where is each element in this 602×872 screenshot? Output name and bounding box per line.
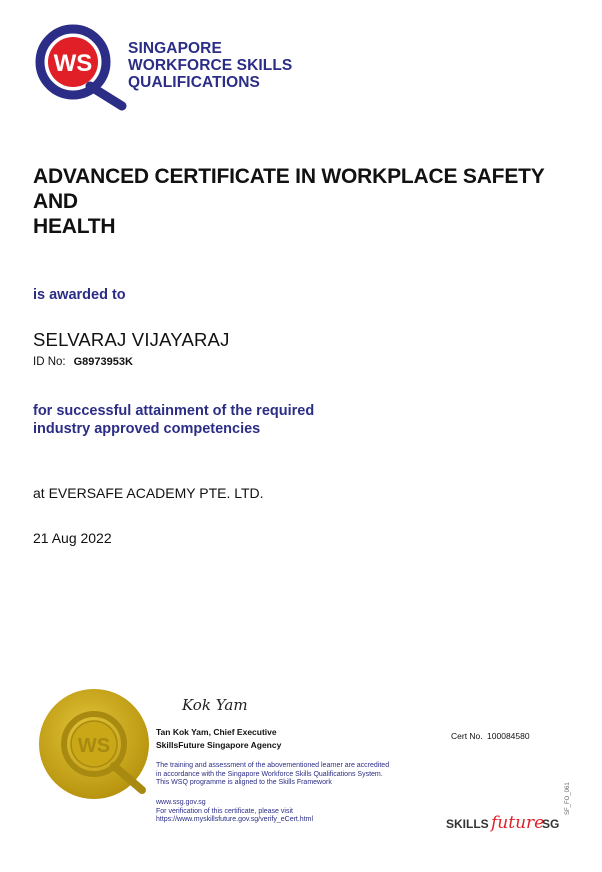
assessment-line-2: in accordance with the Singapore Workforce Skills Qualifications System. (156, 770, 383, 778)
verify-text: For verification of this certificate, please visit (156, 807, 293, 815)
ssg-future-text: future (491, 813, 545, 833)
website-link[interactable]: www.ssg.gov.sg (156, 799, 206, 806)
cert-number (451, 731, 530, 741)
cert-value: 100084580 (487, 731, 530, 741)
verification-block (156, 799, 436, 825)
seal-text: WS (77, 735, 111, 757)
awarded-to-label: is awarded to (33, 287, 126, 303)
id-value: G8973953K (73, 356, 133, 368)
skillsfuture-sg-logo (446, 806, 564, 836)
signer-block (156, 726, 281, 752)
attainment-statement (33, 402, 314, 438)
recipient-name: SELVARAJ VIJAYARAJ (33, 329, 230, 350)
certificate-title-line-1: ADVANCED CERTIFICATE IN WORKPLACE SAFETY AND (33, 165, 545, 213)
certificate-title (33, 164, 573, 239)
cert-label: Cert No. (451, 731, 483, 741)
assessment-statement (156, 762, 436, 788)
academy-name: at EVERSAFE ACADEMY PTE. LTD. (33, 485, 264, 501)
attainment-line-2: industry approved competencies (33, 421, 261, 437)
assessment-line-3: This WSQ programme is aligned to the Skills Framework (156, 779, 332, 786)
org-name-line-2: WORKFORCE SKILLS (128, 57, 293, 74)
verify-link[interactable]: https://www.myskillsfuture.gov.sg/verify_eCert.html (156, 816, 314, 823)
award-date: 21 Aug 2022 (33, 530, 112, 546)
assessment-line-1: The training and assessment of the abovementioned learner are accredited (156, 762, 390, 769)
org-name-line-3: QUALIFICATIONS (128, 74, 260, 91)
signer-org: SkillsFuture Singapore Agency (156, 740, 282, 750)
ssg-skills-text: SKILLS (446, 817, 489, 831)
id-label: ID No: (33, 356, 66, 368)
org-name-line-1: SINGAPORE (128, 40, 222, 57)
logo-text: WS (53, 50, 93, 77)
id-row (33, 356, 133, 368)
form-code: SF_FO_061 (565, 782, 571, 815)
wsq-logo (30, 22, 130, 112)
signature-text: Kok Yam (182, 696, 248, 714)
ssg-sg-text: SG (542, 817, 560, 831)
signature-image (178, 688, 268, 722)
signer-name: Tan Kok Yam, Chief Executive (156, 727, 277, 737)
gold-seal-icon (34, 686, 162, 806)
certificate-title-line-2: HEALTH (33, 215, 116, 238)
attainment-line-1: for successful attainment of the required (33, 403, 315, 419)
